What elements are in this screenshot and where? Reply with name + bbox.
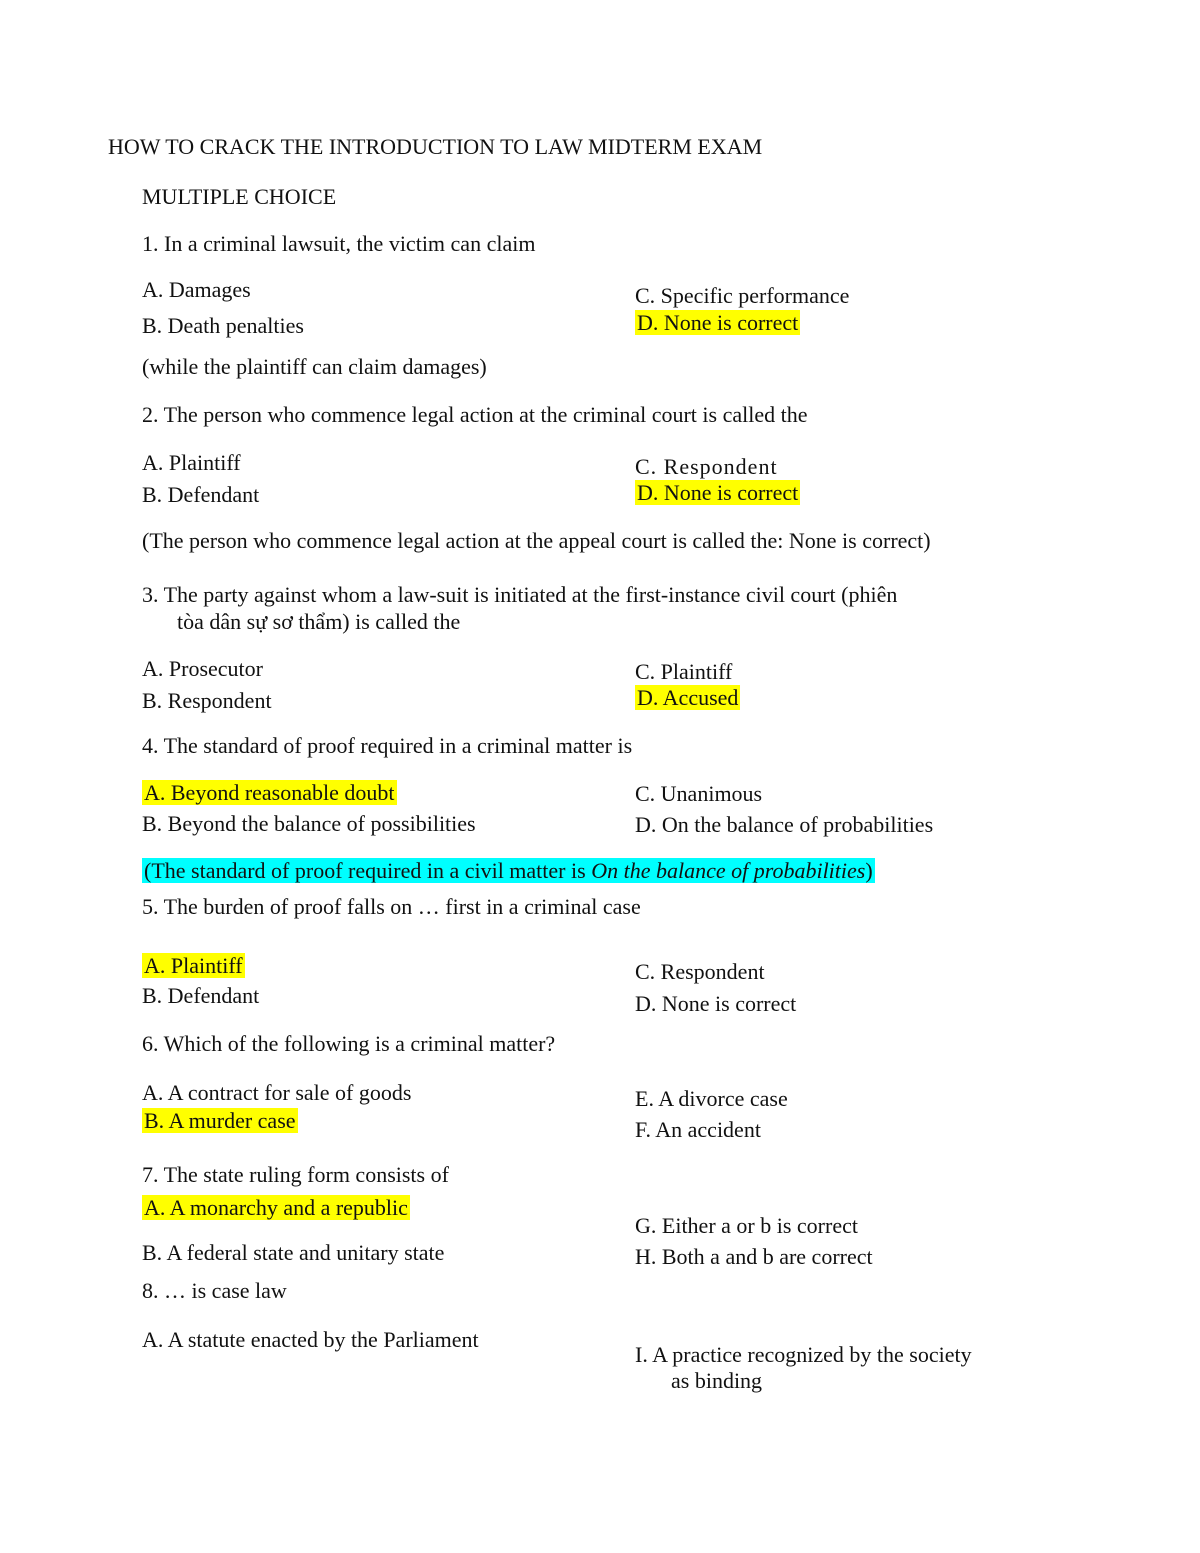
q2-option-a: A. Plaintiff [142, 450, 241, 475]
q5-option-c: C. Respondent [635, 959, 765, 984]
document-title: HOW TO CRACK THE INTRODUCTION TO LAW MIDTERM EXAM [108, 134, 763, 159]
q2-note: (The person who commence legal action at the appeal court is called the: None is correct) [142, 528, 931, 553]
q8-option-i-line-2: as binding [671, 1368, 763, 1393]
q2-option-d-answer: D. None is correct [637, 480, 799, 505]
question-3-line-1: 3. The party against whom a law-suit is initiated at the first-instance civil court (phiên [142, 582, 898, 607]
q2-option-c: C. Respondent [635, 454, 778, 479]
question-5: 5. The burden of proof falls on … first in a criminal case [142, 894, 641, 919]
q4-option-a-answer: A. Beyond reasonable doubt [144, 780, 395, 805]
question-8: 8. … is case law [142, 1278, 287, 1303]
question-1: 1. In a criminal lawsuit, the victim can claim [142, 231, 536, 256]
q6-option-f: F. An accident [635, 1117, 761, 1142]
q6-option-b-answer: B. A murder case [144, 1108, 296, 1133]
question-7: 7. The state ruling form consists of [142, 1162, 449, 1187]
section-heading: MULTIPLE CHOICE [142, 184, 337, 209]
q8-option-i-line-1: I. A practice recognized by the society [635, 1342, 972, 1367]
q1-option-d-answer: D. None is correct [637, 310, 799, 335]
question-2: 2. The person who commence legal action at the criminal court is called the [142, 402, 808, 427]
q3-option-a: A. Prosecutor [142, 656, 263, 681]
q5-option-b: B. Defendant [142, 983, 260, 1008]
q4-note: (The standard of proof required in a civil matter is On the balance of probabilities) [144, 858, 873, 883]
q3-option-b: B. Respondent [142, 688, 272, 713]
q1-option-b: B. Death penalties [142, 313, 304, 338]
question-4: 4. The standard of proof required in a criminal matter is [142, 733, 633, 758]
q7-option-h: H. Both a and b are correct [635, 1244, 873, 1269]
q1-note: (while the plaintiff can claim damages) [142, 354, 487, 379]
q6-option-a: A. A contract for sale of goods [142, 1080, 412, 1105]
q1-option-c: C. Specific performance [635, 283, 850, 308]
q4-option-d: D. On the balance of probabilities [635, 812, 934, 837]
question-6: 6. Which of the following is a criminal matter? [142, 1031, 556, 1056]
q5-option-d: D. None is correct [635, 991, 797, 1016]
q4-option-c: C. Unanimous [635, 781, 763, 806]
q1-option-a: A. Damages [142, 277, 251, 302]
q4-option-b: B. Beyond the balance of possibilities [142, 811, 476, 836]
q7-option-b: B. A federal state and unitary state [142, 1240, 445, 1265]
q3-option-d-answer: D. Accused [637, 685, 739, 710]
question-3-line-2: tòa dân sự sơ thẩm) is called the [177, 609, 461, 634]
q3-option-c: C. Plaintiff [635, 659, 733, 684]
q7-option-a-answer: A. A monarchy and a republic [144, 1195, 408, 1220]
q7-option-g: G. Either a or b is correct [635, 1213, 858, 1238]
q5-option-a-answer: A. Plaintiff [144, 953, 243, 978]
q2-option-b: B. Defendant [142, 482, 260, 507]
q8-option-a: A. A statute enacted by the Parliament [142, 1327, 479, 1352]
q6-option-e: E. A divorce case [635, 1086, 788, 1111]
